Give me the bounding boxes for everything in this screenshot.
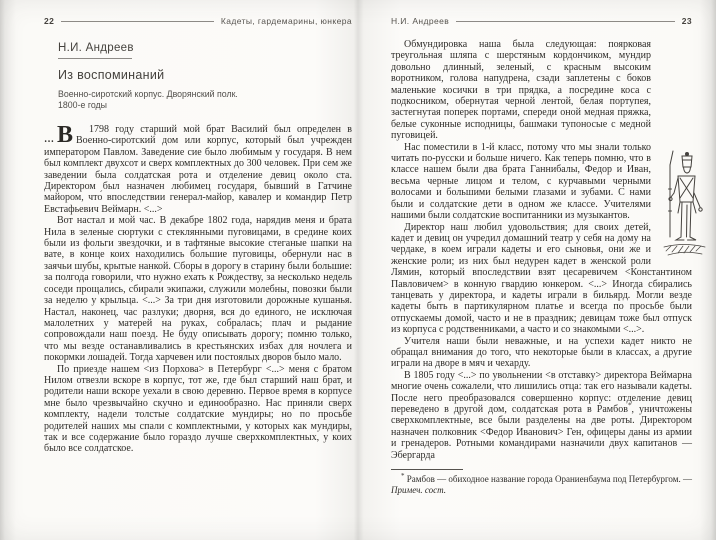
paragraph: Вот настал и мой час. В декабре 1802 года, нарядив меня и брата Нила в зеленые сюртуки с стеклянными пуговицами, в средине коих были из фольги звездочки, и в тафтяные высокие стеганые шапки на вате, в конце коих находились большие пуговицы, обернули нас в заячьи шубы, крытые нанкой. Сборы в дорогу в старину были большие: за полгода говорили, что нужно ехать к Рождеству, за несколько недель соседи прощались, сбирали экипажи, служили молебны, повозки были за неделю у крыльца. <...> За три дня изготовили дорожные кушанья. Настал, наконец, час разлуки; дворня, вся до единого, не исключая малолетних у матерей на руках, собралась; плач и рыдание сопровождали наш поезд. Не буду описывать дорогу; помню только, что мы везде останавливались в крестьянских избах для ночлега и покормки лошадей. Тогда харчевен или постоялых дворов было мало. <box>44 215 352 364</box>
running-title: Кадеты, гардемарины, юнкера <box>220 16 352 26</box>
cadet-with-musket-engraving <box>658 149 710 261</box>
paragraph-text: 1798 году старший мой брат Василий был определен в Военно-сиротский дом или корпус, который был учрежден императором Павлом. Заведение сие было любимым у государя. В нем был комплект двухсот и сверх комплектных до 300 человек. При сем же заведении была солдатская рота и отделение девиц около ста. Директором был назначен любимец государя, бывший в Гатчине майором, что́ впоследствии генерал-майор, кавалер и командир Петр Евстафьевич Веймарн. <...> <box>44 124 352 215</box>
page-left <box>0 0 357 540</box>
paragraph: Обмундировка наша была следующая: поярковая треугольная шляпа с шерстяным кордончиком, мундир довольно длинный, зеленый, с красным высоким воротником, голова напудрена, сзади заплетены с боков маленькие косички в три прядка, а посредине коса с подкосником, обернутая черной лентой, белая портупея, застегнутая поперек портами, спереди оной медная пряжка, белые суконные исподницы, башмаки тупоносые с медной пуговицей. <box>391 39 651 142</box>
paragraph-text: , уничтожены сверхкомплектные, все были разделены на две роты. Директором назначен полковник <Федор Иванович> Ген, офицеры даны из армии и гренадеров. Ротными командирами назначили двух капитанов — Эбергарда <box>391 404 692 461</box>
omission-ellipsis: … <box>44 134 55 145</box>
left-running-header <box>44 16 352 26</box>
subtitle-line-2: 1800-е годы <box>58 100 108 110</box>
footnote-body: Рамбов — обиходное название города Ораниенбаума под Петербургом. — <box>404 474 692 485</box>
author-name: Н.И. Андреев <box>58 42 134 54</box>
paragraph: Учителя наши были неважные, и на успехи кадет никто не обращал внимания до того, что некоторые были в классах, а другие играли на дворе в мяч и чехарду. <box>391 335 692 370</box>
subtitle-line-1: Военно-сиротский корпус. Дворянский полк. <box>58 89 238 99</box>
author-underline <box>58 58 132 59</box>
page-right <box>358 0 716 540</box>
left-body-text <box>44 124 352 455</box>
footnote-block <box>391 469 692 496</box>
footnote-reference: * <box>627 401 632 410</box>
header-rule <box>456 21 675 22</box>
header-rule <box>61 21 214 22</box>
left-page-number: 22 <box>44 16 55 26</box>
chapter-heading <box>58 42 352 111</box>
memoir-title: Из воспоминаний <box>58 68 165 82</box>
paragraph <box>391 370 692 461</box>
paragraph-text: В 1805 году <...> по увольнении <в отставку> директора Веймарна многие очень сожалели, что лишились отца: так его называли кадеты. После него преобразовался совершенно корпус: отделение девиц переведено в другой дом, солдатская рота в Рамбов <box>391 369 692 415</box>
paragraph: Директор наш любил удовольствия; для своих детей, кадет и девиц он учредил домашний театр у себя на дому на чердаке, в коем играли кадеты и его сыновья, они же и женские роли; из них был недурен кадет в женской роли Лямин, который впоследствии взят цесаревичем <Константином Павловичем> в конную гвардию юнкером. <...> Иногда сбирались танцевать у директора, и кадеты играли в бильярд. Могли везде кадеты быть в партикулярном платье и всегда по просьбе были отпускаемы домой, часто и не в праздник; девицам тоже был отпуск из корпуса с родственниками, а часто и со знакомыми <...>. <box>391 221 692 336</box>
footnote-rule <box>391 469 463 470</box>
footnote-source: Примеч. сост. <box>391 485 447 496</box>
dropcap-letter: В <box>57 122 74 148</box>
paragraph: По приезде нашем <из Порхова> в Петербург <...> меня с братом Нилом отвезли вскоре в корпус, тот же, где был старший наш брат, и родители наши вскоре уехали в свою деревню. Первое время в корпусе мне было чрезвычайно скучно и единообразно. Нас приняли сверх комплекту, надели толстые солдатские мундиры; но по просьбе родителей наших мы спали с комплектными, у которых как мундиры, так и все содержание было гораздо лучше сверхкомплектных, у коих было все солдатское. <box>44 363 352 455</box>
right-body-text <box>391 39 692 461</box>
right-running-header <box>391 16 692 26</box>
paragraph: Нас поместили в 1-й класс, потому что мы знали только читать по-русски и больше ничего. Как теперь помню, что в классе нашем были два брата Ганнибалы, Федор и Иван, весьма черные лицом и телом, с курчавыми черными волосами и большими белыми глазами и зубами. С нами были и солдатские дети в одном же классе. Учителями нашими были солдатские воспитанники из музыкантов. <box>391 141 651 222</box>
memoir-subtitle <box>58 89 352 111</box>
paragraph <box>44 124 352 215</box>
running-author: Н.И. Андреев <box>391 16 450 26</box>
footnote-text <box>391 474 692 496</box>
footnote-marker: * <box>401 472 405 481</box>
right-page-number: 23 <box>681 16 692 26</box>
